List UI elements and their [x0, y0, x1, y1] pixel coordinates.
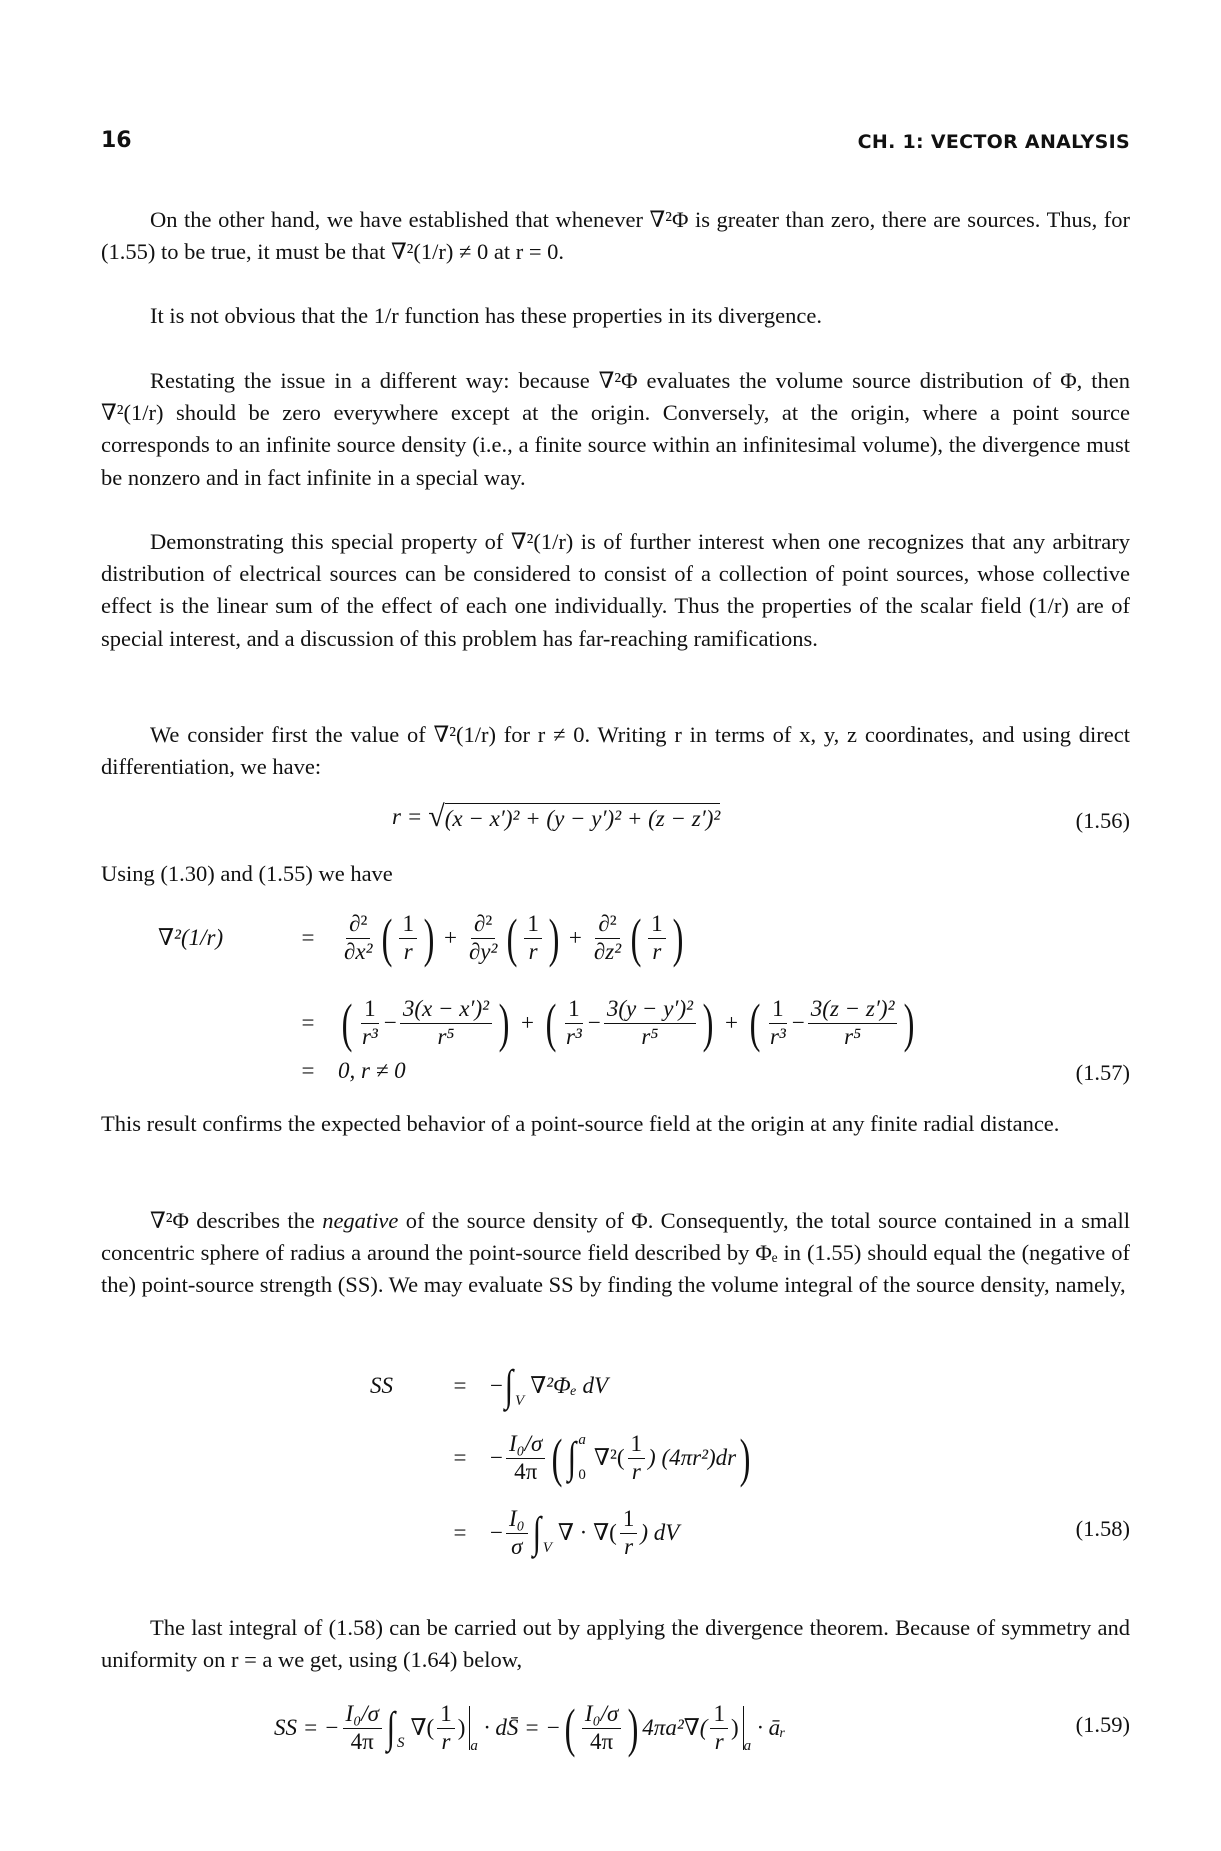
den: r⁵	[437, 1023, 455, 1049]
num: 1	[769, 996, 787, 1023]
den: ∂z²	[593, 938, 622, 964]
den: r⁵	[844, 1023, 862, 1049]
equals: =	[453, 1520, 467, 1545]
upper-limit: a	[578, 1432, 586, 1448]
minus: −	[490, 1520, 503, 1545]
num: 3(y − y′)²	[604, 996, 696, 1023]
integral-icon: ∫	[568, 1433, 577, 1482]
den: ∂y²	[468, 938, 498, 964]
paragraph: We consider first the value of ∇²(1/r) for r ≠ 0. Writing r in terms of x, y, z coordinates, and using direct differentiation, we have:	[101, 722, 1130, 780]
eval-point: a	[743, 1737, 752, 1754]
den: 4π	[350, 1728, 374, 1754]
integrand: ) (4πr²)dr	[648, 1445, 737, 1470]
num: 1	[524, 911, 542, 938]
nabla: ∇²(	[593, 1445, 625, 1470]
den: r³	[769, 1023, 786, 1049]
paragraph: Using (1.30) and (1.55) we have	[101, 861, 393, 886]
lower-limit: S	[397, 1734, 405, 1751]
num: I₀/σ	[506, 1431, 545, 1458]
num: ∂²	[471, 911, 495, 938]
equation-number: (1.57)	[1075, 1060, 1130, 1085]
den: r	[403, 938, 413, 964]
den: r	[652, 938, 662, 964]
plus: +	[443, 925, 457, 950]
minus: −	[791, 1010, 805, 1035]
eq-lhs: r =	[392, 804, 423, 829]
paragraph: This result confirms the expected behavior of a point-source field at the origin at any finite radial distance.	[101, 1111, 1060, 1136]
equals: =	[301, 1058, 315, 1083]
eq-end: · āᵣ	[757, 1715, 786, 1740]
equals: =	[453, 1373, 467, 1398]
paragraph: It is not obvious that the 1/r function has these properties in its divergence.	[150, 303, 822, 328]
num: 1	[648, 911, 666, 938]
den: r³	[565, 1023, 582, 1049]
nabla: ∇(	[410, 1715, 435, 1740]
integral-icon: ∫	[386, 1703, 396, 1752]
paragraph: On the other hand, we have established that whenever ∇²Φ is greater than zero, there are sources. Thus, for (1.55) to be true, it must be that ∇²(1/r) ≠ 0 at r = 0.	[101, 207, 1130, 265]
equals: =	[453, 1445, 467, 1470]
equals: =	[301, 925, 315, 950]
num: 1	[620, 1506, 638, 1533]
page-number: 16	[101, 128, 132, 153]
emphasis: negative	[322, 1208, 399, 1233]
num: I₀	[506, 1506, 528, 1533]
paragraph: Restating the issue in a different way: because ∇²Φ evaluates the volume source distribution of Φ, then ∇²(1/r) should be zero everywhere except at the origin. Conversely, at the origin, where a point source corresponds to an infinite source density (i.e., a finite source within an infinitesimal volume), the divergence must be nonzero and in fact infinite in a special way.	[101, 368, 1130, 490]
num: ∂²	[346, 911, 370, 938]
plus: +	[521, 1010, 534, 1035]
den: 4π	[590, 1728, 614, 1754]
integral-icon: ∫	[532, 1508, 541, 1557]
equation-number: (1.56)	[1075, 808, 1130, 833]
eq-lhs: SS = −	[274, 1715, 340, 1740]
num: 3(z − z′)²	[808, 996, 898, 1023]
num: ∂²	[595, 911, 619, 938]
den: ∂x²	[344, 938, 373, 964]
eq-radicand: (x − x′)² + (y − y′)² + (z − z′)²	[445, 803, 721, 832]
num: I₀/σ	[582, 1701, 621, 1728]
paragraph: The last integral of (1.58) can be carried out by applying the divergence theorem. Because of symmetry and uniformity on r = a we get, using (1.64) below,	[101, 1615, 1130, 1673]
minus: −	[490, 1445, 503, 1470]
eq-lhs: ∇²(1/r)	[158, 925, 224, 950]
paragraph	[101, 1205, 1130, 1302]
lower-limit: V	[542, 1539, 552, 1556]
paragraph: Demonstrating this special property of ∇²(1/r) is of further interest when one recognizes that any arbitrary distribution of electrical sources can be considered to consist of a collection of point sources, whose collective effect is the linear sum of the effect of each one individually. Thus the properties of the scalar field (1/r) are of special interest, and a discussion of this problem has far-reaching ramifications.	[101, 529, 1130, 651]
equation-1-56	[392, 800, 720, 834]
num: I₀/σ	[343, 1701, 382, 1728]
num: 1	[361, 996, 379, 1023]
eq-result: 0, r ≠ 0	[338, 1058, 406, 1083]
num: 1	[710, 1701, 728, 1728]
integrand: ∇²Φₑ dV	[530, 1373, 609, 1398]
minus: −	[490, 1373, 503, 1398]
num: 3(x − x′)²	[400, 996, 492, 1023]
equals: =	[301, 1010, 315, 1035]
integral-icon: ∫	[504, 1361, 514, 1410]
minus: −	[587, 1010, 601, 1035]
num: 1	[628, 1431, 646, 1458]
integrand: ) dV	[640, 1520, 680, 1545]
text: ∇²Φ describes the	[150, 1208, 323, 1233]
den: r³	[361, 1023, 378, 1049]
den: σ	[511, 1533, 523, 1559]
eval-point: a	[470, 1737, 478, 1754]
plus: +	[724, 1010, 738, 1035]
text: of the source density of Φ. Consequently, the total source contained in a small concentric sphere of radius a around the point-source field described by Φₑ in (1.55) should equal the (negative of the) point-source strength (SS). We may evaluate SS by finding the volume integral of the source density, namely,	[101, 1208, 1130, 1298]
equation-number: (1.58)	[1075, 1516, 1130, 1541]
eq-term: 4πa²∇(	[642, 1715, 708, 1740]
equation-number: (1.59)	[1075, 1712, 1130, 1737]
num: 1	[399, 911, 417, 938]
den: r	[624, 1533, 634, 1559]
sqrt-icon: √	[428, 800, 445, 833]
minus: −	[383, 1010, 397, 1035]
den: 4π	[514, 1458, 538, 1484]
running-header: CH. 1: VECTOR ANALYSIS	[857, 131, 1130, 153]
den: r	[528, 938, 538, 964]
den: r	[631, 1458, 641, 1484]
den: r	[714, 1728, 724, 1754]
num: 1	[437, 1701, 455, 1728]
num: 1	[565, 996, 583, 1023]
eq-lhs: SS	[370, 1373, 393, 1398]
integrand: ∇ · ∇(	[557, 1520, 617, 1545]
den: r	[441, 1728, 451, 1754]
plus: +	[568, 925, 582, 950]
lower-limit: 0	[578, 1467, 586, 1483]
eq-middle: · dS̄ = −	[483, 1715, 561, 1740]
den: r⁵	[641, 1023, 659, 1049]
lower-limit: V	[515, 1392, 525, 1409]
